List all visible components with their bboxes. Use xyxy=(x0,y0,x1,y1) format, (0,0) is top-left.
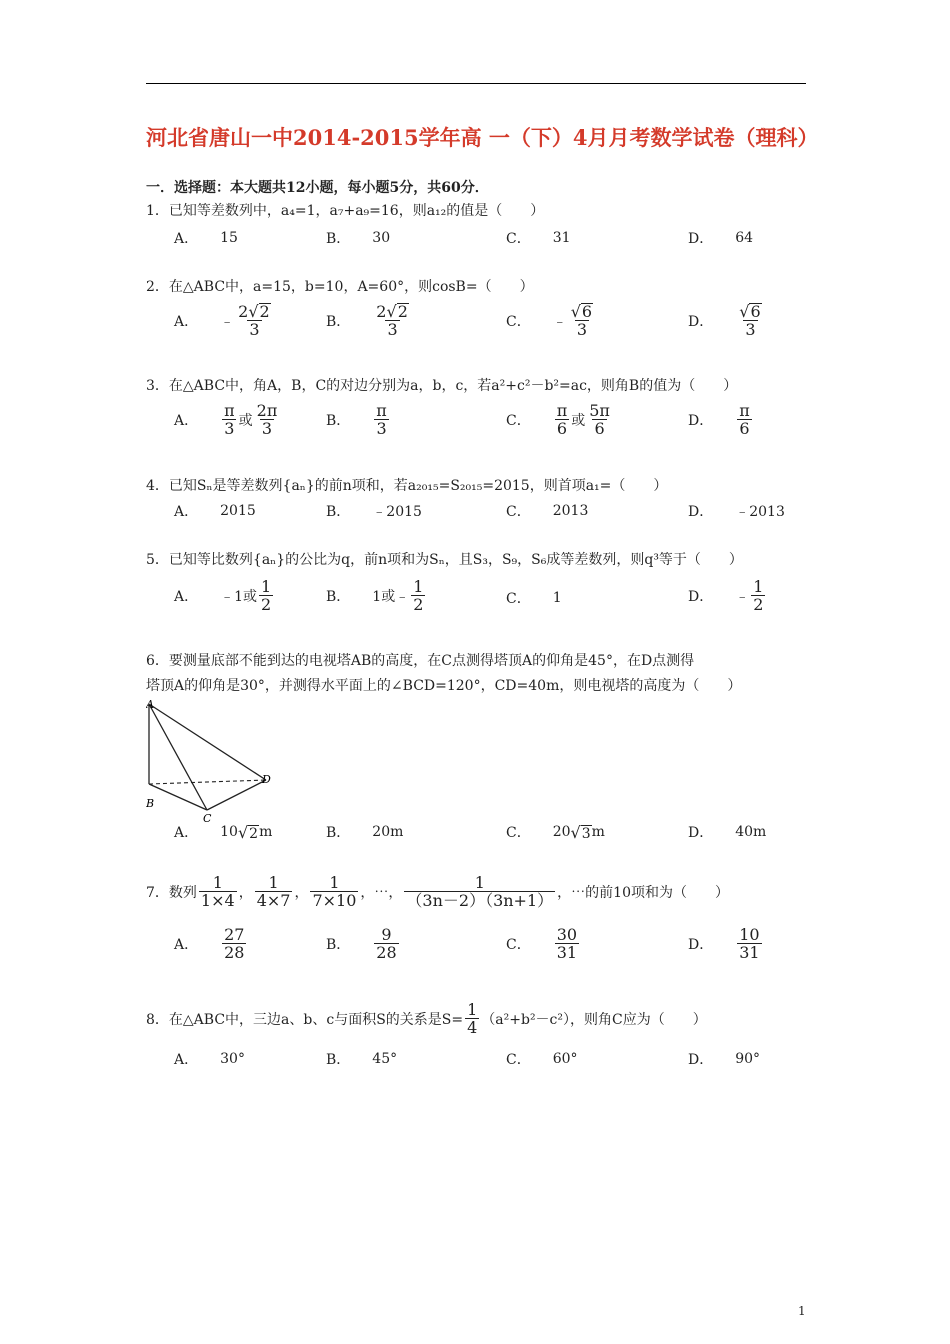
q2-option-b: B． 2 √ 2 3 xyxy=(326,302,408,339)
q8-option-d: D． 90° xyxy=(688,1051,761,1068)
q3-option-a: A． $\frac{\pi}{3}$ 或 $\frac{2\pi}{3}$ xyxy=(174,401,278,438)
question-2: 2．在△ABC中，a=15，b=10，A=60°，则cosB=（ ） xyxy=(146,279,534,295)
page-number: 1 xyxy=(798,1304,806,1318)
q7-option-d: D． $\frac{10}{31}$ xyxy=(688,925,760,962)
edge-ad xyxy=(149,704,266,780)
label-b: B xyxy=(146,797,155,810)
q7-option-b: B． $\frac{9}{28}$ xyxy=(326,925,397,962)
q5-option-b: B． 1或﹣ $\frac{1}{2}$ xyxy=(326,577,424,614)
edge-bc xyxy=(149,784,207,810)
edge-bd-dashed xyxy=(149,780,266,784)
q6-option-b: B． 20m xyxy=(326,824,404,841)
label-a: A xyxy=(146,698,154,711)
edge-ac xyxy=(149,704,207,810)
q8-option-c: C． 60° xyxy=(506,1051,578,1068)
question-6-line-1: 6．要测量底部不能到达的电视塔AB的高度，在C点测得塔顶A的仰角是45°，在D点测得 xyxy=(146,653,695,669)
q5-option-a: A． ﹣1或 $\frac{1}{2}$ xyxy=(174,577,272,614)
q3-option-c: C． $\frac{\pi}{6}$ 或 $\frac{5\pi}{6}$ xyxy=(506,401,610,438)
tower-figure xyxy=(146,698,286,823)
q6-option-d: D． 40m xyxy=(688,824,767,841)
question-8: 8．在△ABC中，三边a、b、c与面积S的关系是S= $\frac{1}{4}$ （a²+b²－c²），则角C应为（ ） xyxy=(146,1000,707,1037)
q7-option-c: C． $\frac{30}{31}$ xyxy=(506,925,578,962)
q6-option-c: C． 20 √ 3 m xyxy=(506,822,605,842)
question-6-line-2: 塔顶A的仰角是30°，并测得水平面上的∠BCD=120°，CD=40m，则电视塔的高度为（ ） xyxy=(146,678,742,694)
q3-option-d: D． $\frac{\pi}{6}$ xyxy=(688,401,750,438)
q4-option-b: B． ﹣2015 xyxy=(326,504,422,520)
q8-option-a: A． 30° xyxy=(174,1051,245,1068)
page-title: 河北省唐山一中2014-2015学年高 一（下）4月月考数学试卷（理科） xyxy=(146,125,819,150)
q7-option-a: A． $\frac{27}{28}$ xyxy=(174,925,245,962)
edge-cd xyxy=(207,780,266,810)
q4-option-c: C． 2013 xyxy=(506,503,589,520)
q6-option-a: A． 10 √ 2 m xyxy=(174,822,273,842)
q1-option-a: A． 15 xyxy=(174,230,238,247)
q5-option-c: C． 1 xyxy=(506,590,562,607)
q1-option-c: C． 31 xyxy=(506,230,571,247)
q1-option-b: B． 30 xyxy=(326,230,391,247)
label-c: C xyxy=(203,812,212,823)
question-5: 5．已知等比数列{aₙ}的公比为q，前n项和为Sₙ，且S₃，S₉，S₆成等差数列，则q³等于（ ） xyxy=(146,552,743,568)
q2-option-a: A． ﹣ 2 √ 2 3 xyxy=(174,302,270,339)
section-heading: 一．选择题：本大题共12小题，每小题5分，共60分． xyxy=(146,180,489,196)
label-d: D xyxy=(262,773,271,786)
q2-option-d: D． √ 6 3 xyxy=(688,302,761,339)
q1-option-d: D． 64 xyxy=(688,230,754,247)
q3-option-b: B． $\frac{\pi}{3}$ xyxy=(326,401,387,438)
question-4: 4．已知Sₙ是等差数列{aₙ}的前n项和，若a₂₀₁₅=S₂₀₁₅=2015，则首项a₁=（ ） xyxy=(146,478,668,494)
q4-option-a: A． 2015 xyxy=(174,503,256,520)
question-3: 3．在△ABC中，角A，B，C的对边分别为a，b，c，若a²+c²－b²=ac，则角B的值为（ ） xyxy=(146,378,738,394)
q8-option-b: B． 45° xyxy=(326,1051,398,1068)
q5-option-d: D． ﹣ $\frac{1}{2}$ xyxy=(688,577,764,614)
q2-option-c: C． ﹣ √ 6 3 xyxy=(506,302,593,339)
question-7: 7．数列 $\frac{1}{1\times 4}$ ， $\frac{1}{4\times 7}$ ， $\frac{1}{7\times 10}$ ，⋯， $\frac{1}{(3n-2)(3n+1)}$ ，⋯的前10项和为（ ） xyxy=(146,873,729,910)
header-rule xyxy=(146,83,806,84)
q4-option-d: D． ﹣2013 xyxy=(688,504,785,520)
question-1: 1．已知等差数列中，a₄=1，a₇+a₉=16，则a₁₂的值是（ ） xyxy=(146,203,545,219)
